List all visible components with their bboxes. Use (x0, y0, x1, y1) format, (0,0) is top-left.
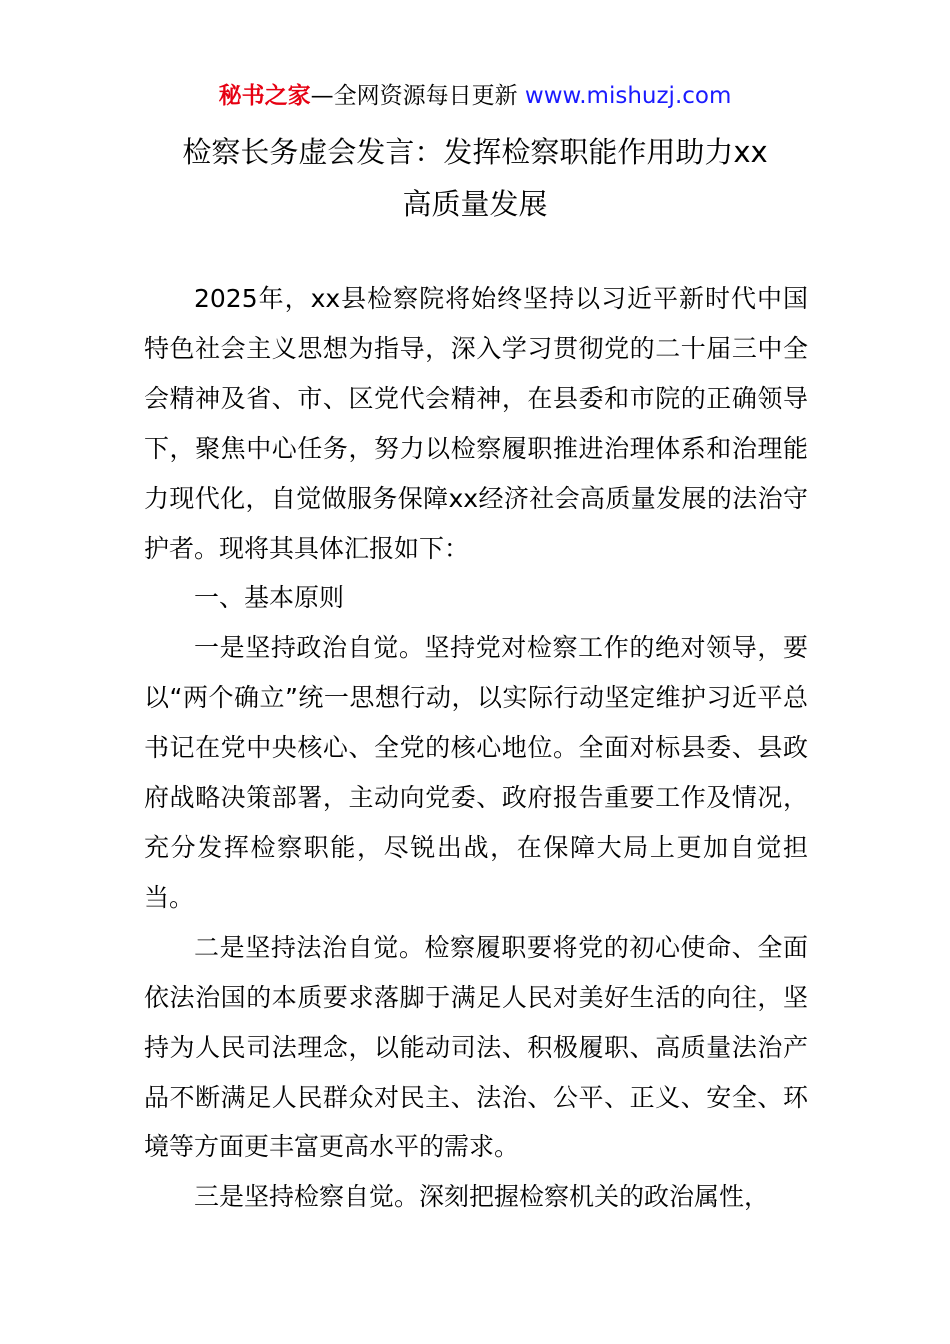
title-line-2: 高质量发展 (402, 187, 548, 221)
document-body (144, 274, 808, 1222)
site-url-link[interactable]: www.mishuzj.com (524, 83, 732, 109)
paragraph-political-consciousness: 一是坚持政治自觉。坚持党对检察工作的绝对领导，要以“两个确立”统一思想行动，以实际行动坚定维护习近平总书记在党中央核心、全党的核心地位。全面对标县委、县政府战略决策部署，主动向党委、政府报告重要工作及情况，充分发挥检察职能，尽锐出战，在保障大局上更加自觉担当。 (144, 633, 808, 912)
section-heading-basic-principles: 一、基本原则 (194, 583, 345, 613)
intro-paragraph: 2025年，xx县检察院将始终坚持以习近平新时代中国特色社会主义思想为指导，深入学习贯彻党的二十届三中全会精神及省、市、区党代会精神，在县委和市院的正确领导下，聚焦中心任务，努力以检察履职推进治理体系和治理能力现代化，自觉做服务保障xx经济社会高质量发展的法治守护者。现将其具体汇报如下： (144, 284, 808, 563)
paragraph-procuratorial-consciousness: 三是坚持检察自觉。深刻把握检察机关的政治属性， (194, 1182, 770, 1212)
site-tagline: —全网资源每日更新 (310, 83, 525, 109)
title-line-1: 检察长务虚会发言：发挥检察职能作用助力xx (182, 135, 768, 169)
paragraph-rule-of-law-consciousness: 二是坚持法治自觉。检察履职要将党的初心使命、全面依法治国的本质要求落脚于满足人民对美好生活的向往，坚持为人民司法理念，以能动司法、积极履职、高质量法治产品不断满足人民群众对民主、法治、公平、正义、安全、环境等方面更丰富更高水平的需求。 (144, 932, 808, 1162)
document-title (120, 126, 830, 230)
brand-name: 秘书之家 (218, 83, 311, 109)
site-header (0, 80, 950, 112)
